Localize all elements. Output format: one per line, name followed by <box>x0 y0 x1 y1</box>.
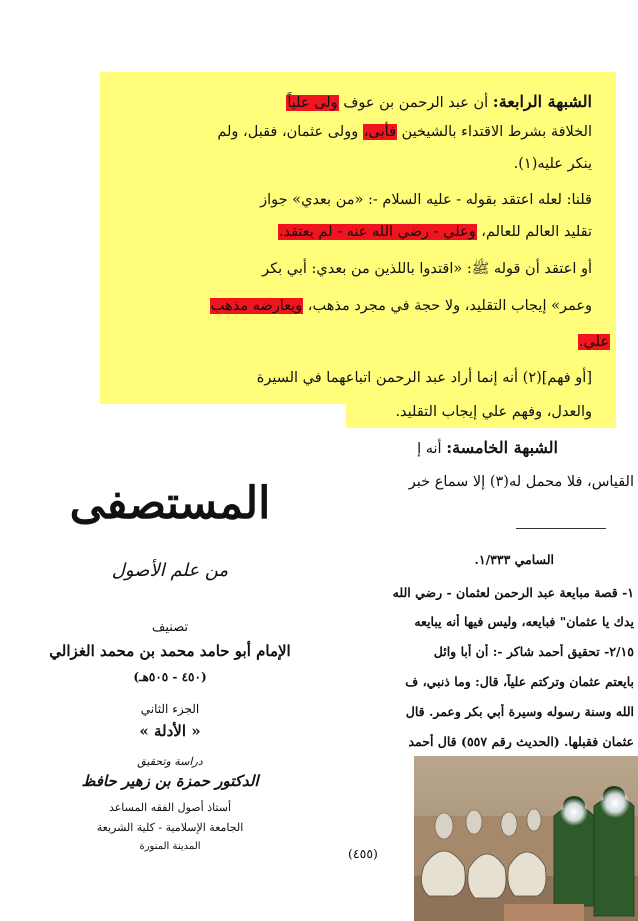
editor-name: الدكتور حمزة بن زهير حافظ <box>81 772 259 790</box>
page-line-2: القياس، فلا محمل له(٣) إلا سماع خبر <box>408 474 634 490</box>
excerpt-text: الخلافة بشرط الاقتداء بالشيخين <box>397 124 592 140</box>
compiled-by: تصنيف <box>151 620 189 635</box>
prayer-photo <box>414 756 638 921</box>
excerpt-line-4: قلنا: لعله اعتقد بقوله - عليه السلام -: «من بعدي» جواز <box>260 192 592 208</box>
excerpt-line-5 <box>278 224 592 240</box>
section-title: « الأدلة » <box>139 722 201 740</box>
highlighted-excerpt <box>100 72 616 404</box>
footnote-line-5: الله وسنة رسوله وسيرة أبي بكر وعمر. قال <box>405 704 634 719</box>
excerpt-text: وولى عثمان، فقبل، ولم <box>217 124 363 140</box>
excerpt-text: أن عبد الرحمن بن عوف <box>338 95 493 111</box>
book-title: المستصفى <box>69 478 271 529</box>
heading-fifth-doubt: الشبهة الخامسة: <box>446 438 558 457</box>
red-highlight: وعلي - رضي الله عنه - لم يعتقد. <box>278 224 476 240</box>
footnote-line-4: بايعتم عثمان وتركتم علياً، قال: وما ذنبي، ف <box>405 674 634 689</box>
editor-city: المدينة المنورة <box>139 841 201 852</box>
book-subtitle: من علم الأصول <box>111 560 229 581</box>
footnote-divider <box>516 528 606 529</box>
excerpt-line-3: ينكر عليه(١). <box>513 156 592 172</box>
highlighted-excerpt-tail <box>346 402 616 428</box>
prayer-photo-illustration <box>414 756 638 921</box>
red-highlight: علي. <box>578 334 609 350</box>
page-number: (٤٥٥) <box>348 846 378 861</box>
volume-part: الجزء الثاني <box>140 702 200 716</box>
red-highlight: ولى علياً <box>287 95 338 111</box>
excerpt-line-10: والعدل، وفهم علي إيجاب التقليد. <box>395 404 592 420</box>
red-highlight: ويعارضه مذهب <box>210 298 303 314</box>
excerpt-line-8 <box>578 334 610 350</box>
author-name: الإمام أبو حامد محمد بن محمد الغزالي <box>49 642 291 660</box>
page-line-heading <box>417 438 558 457</box>
editor-role: أستاذ أصول الفقه المساعد <box>108 801 232 814</box>
red-highlight: فأبى، <box>363 124 396 140</box>
excerpt-text: تقليد العالم للعالم، <box>476 224 592 240</box>
editor-institution: الجامعة الإسلامية - كلية الشريعة <box>96 821 244 834</box>
footnote-line-2: يدك يا عثمان" فبايعه، وليس فيها أنه يبايعه <box>414 614 634 629</box>
footnote-ref: السامي ١/٣٣٣. <box>474 552 554 567</box>
study-label: دراسة وتحقيق <box>137 755 203 768</box>
excerpt-line-1 <box>286 92 592 111</box>
excerpt-line-7 <box>210 298 592 314</box>
excerpt-line-2 <box>217 124 592 140</box>
excerpt-text: وعمر» إيجاب التقليد، ولا حجة في مجرد مذهب، <box>303 298 592 314</box>
footnote-line-1: ١- قصة مبايعة عبد الرحمن لعثمان - رضي الله <box>392 585 634 600</box>
page-text: أنه إ <box>417 441 447 457</box>
heading-fourth-doubt: الشبهة الرابعة: <box>492 92 592 111</box>
excerpt-line-9: [أو فهم](٢) أنه إنما أراد عبد الرحمن اتباعهما في السيرة <box>256 370 592 386</box>
author-dates: (٤٥٠ - ٥٠٥هـ) <box>133 670 207 684</box>
footnote-line-6: عثمان فقبلها. (الحديث رقم ٥٥٧) قال أحمد <box>408 734 634 749</box>
footnote-line-3: ٢/١٥- تحقيق أحمد شاكر -: أن أبا وائل <box>433 644 634 659</box>
excerpt-line-6: أو اعتقد أن قوله ﷺ: «اقتدوا باللذين من بعدي: أبي بكر <box>262 261 592 277</box>
